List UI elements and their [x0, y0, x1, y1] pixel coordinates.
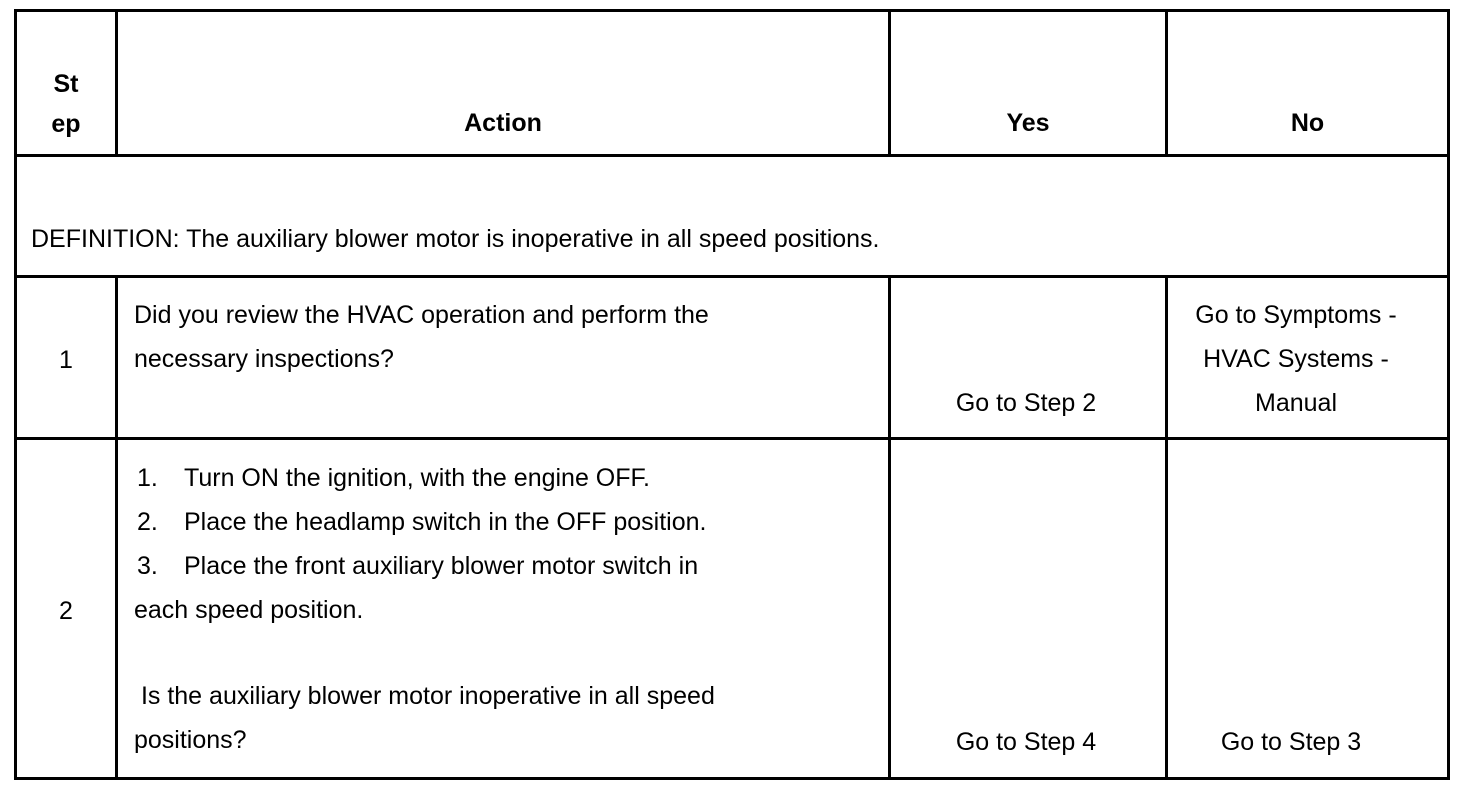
header-no: No — [1290, 109, 1325, 137]
action-column-divider-rows — [888, 275, 891, 780]
list-number: 2. — [137, 508, 158, 536]
header-step — [17, 64, 115, 144]
list-text: Turn ON the ignition, with the engine OFF. — [184, 464, 650, 492]
row2-yes: Go to Step 4 — [955, 728, 1097, 756]
header-step-line2: ep — [51, 110, 81, 138]
definition-divider — [14, 275, 1450, 278]
row1-divider — [14, 437, 1450, 440]
header-divider — [14, 154, 1450, 157]
row2-action-item2 — [134, 500, 715, 544]
row1-no-line2: HVAC Systems - — [1203, 345, 1389, 373]
row2-question-line1: Is the auxiliary blower motor inoperative in all speed — [134, 682, 715, 710]
row1-step: 1 — [59, 346, 73, 374]
header-yes: Yes — [1006, 109, 1050, 137]
table-border-top — [14, 9, 1450, 12]
row2-action-item1 — [134, 456, 715, 500]
table-border-right — [1447, 9, 1450, 780]
row1-action-line2: necessary inspections? — [134, 345, 394, 373]
list-text: Place the front auxiliary blower motor switch in — [184, 552, 699, 580]
row2-action-item3 — [134, 544, 715, 588]
list-number: 3. — [137, 552, 158, 580]
row2-action-continuation: each speed position. — [134, 596, 364, 624]
row1-no-line3: Manual — [1255, 389, 1337, 417]
row2-step: 2 — [59, 597, 73, 625]
row1-no — [1168, 293, 1424, 425]
table-border-bottom — [14, 777, 1450, 780]
step-column-divider-rows — [115, 275, 118, 780]
list-number: 1. — [137, 464, 158, 492]
header-step-line1: St — [53, 70, 79, 98]
row2-question-line2: positions? — [134, 726, 247, 754]
row2-action — [134, 456, 715, 762]
header-action: Action — [464, 109, 542, 137]
definition-text: DEFINITION: The auxiliary blower motor is inoperative in all speed positions. — [31, 225, 880, 253]
row1-action-line1: Did you review the HVAC operation and perform the — [134, 301, 709, 329]
row2-no: Go to Step 3 — [1220, 728, 1362, 756]
row1-action — [134, 293, 709, 381]
row1-yes: Go to Step 2 — [955, 389, 1097, 417]
list-text: Place the headlamp switch in the OFF position. — [184, 508, 707, 536]
row1-no-line1: Go to Symptoms - — [1195, 301, 1397, 329]
diagnostic-table — [14, 9, 1450, 781]
